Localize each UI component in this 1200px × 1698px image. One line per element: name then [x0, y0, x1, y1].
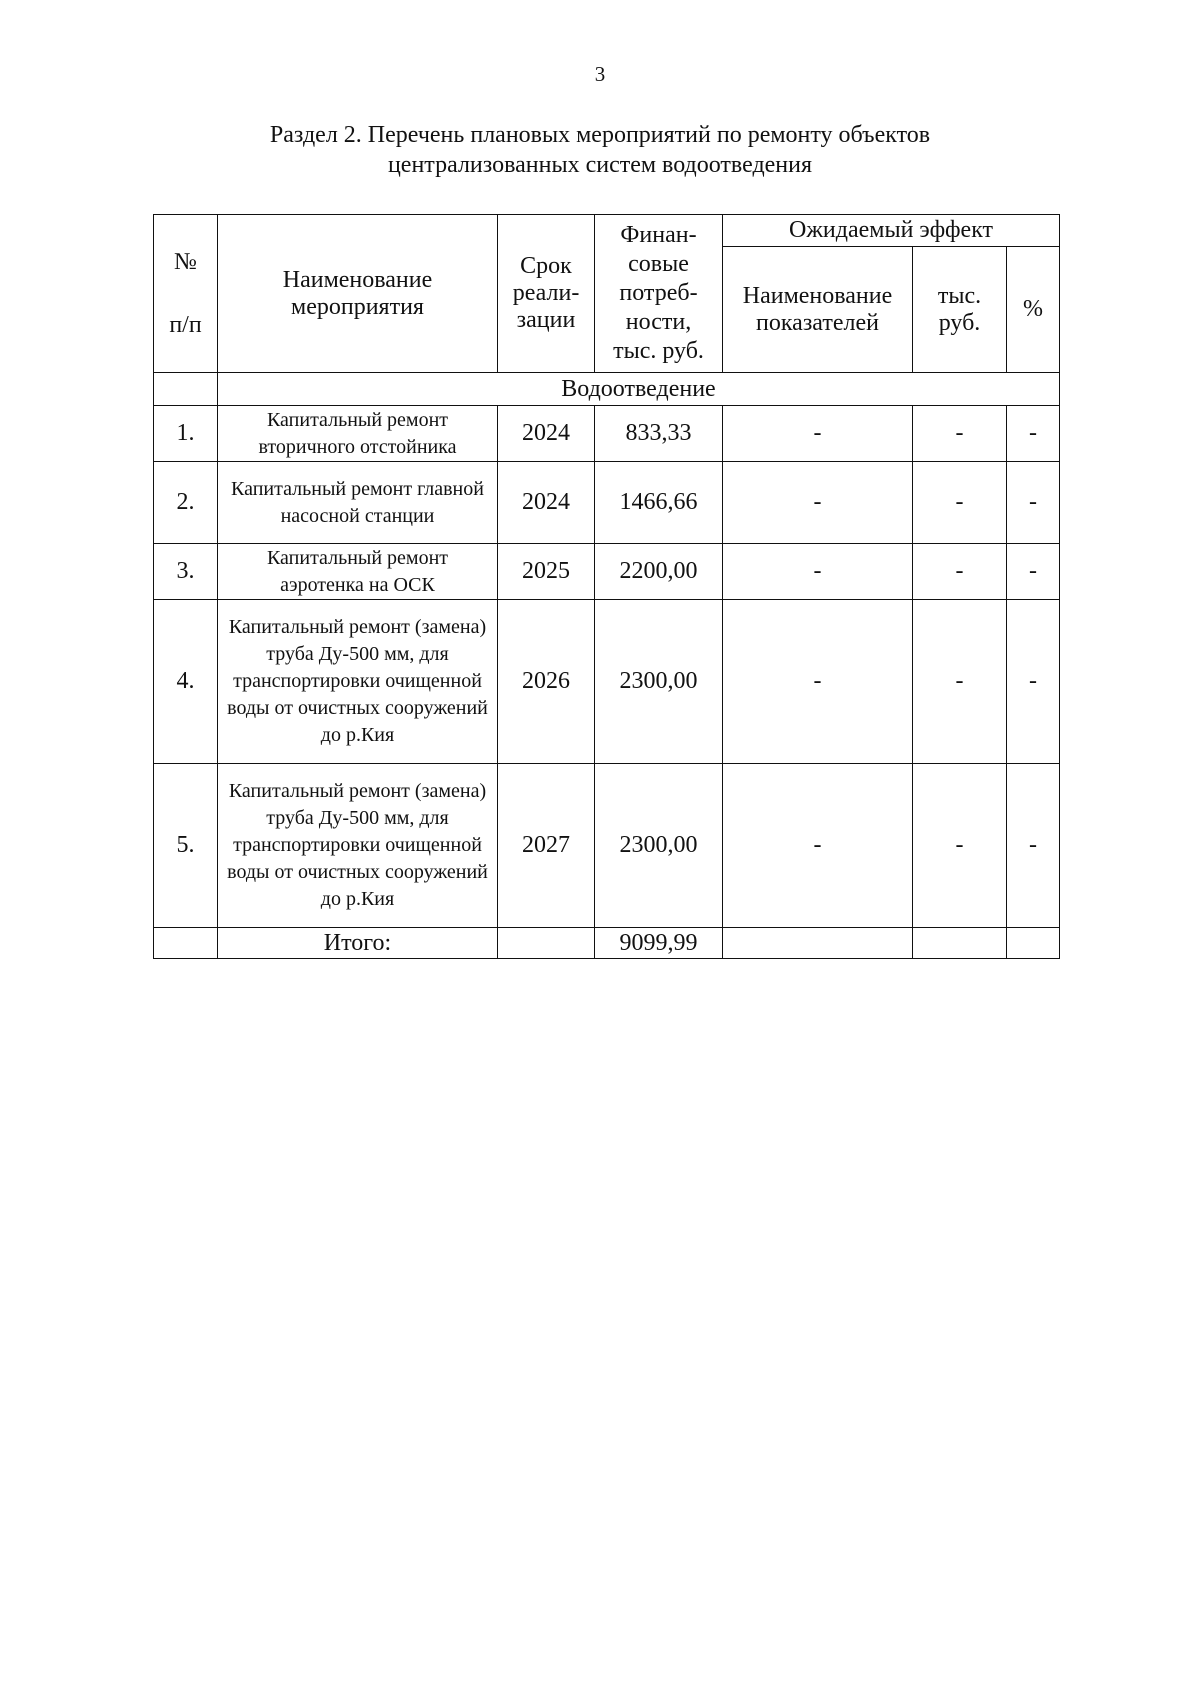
row-num: 4. [154, 600, 218, 764]
row-name: Капитальный ремонт аэротенка на ОСК [218, 544, 498, 600]
header-num-symbol: № [174, 248, 197, 275]
row-finance: 833,33 [595, 406, 723, 462]
total-row [154, 928, 1060, 959]
title-line-2: централизованных систем водоотведения [387, 152, 813, 178]
measures-table [153, 214, 1060, 959]
row-thousand-rub: - [913, 764, 1007, 928]
title-line-1: Раздел 2. Перечень плановых мероприятий по ремонту объектов [269, 122, 931, 148]
total-percent-cell [1007, 928, 1060, 959]
row-num: 3. [154, 544, 218, 600]
row-finance: 1466,66 [595, 462, 723, 544]
row-name: Капитальный ремонт главной насосной станции [218, 462, 498, 544]
row-percent: - [1007, 764, 1060, 928]
header-term: Срок реали- зации [498, 215, 595, 373]
row-term: 2026 [498, 600, 595, 764]
document-title [150, 120, 1050, 180]
header-effect: Ожидаемый эффект [723, 215, 1060, 247]
row-term: 2024 [498, 406, 595, 462]
row-percent: - [1007, 406, 1060, 462]
row-term: 2024 [498, 462, 595, 544]
total-thousand-rub-cell [913, 928, 1007, 959]
row-term: 2025 [498, 544, 595, 600]
table-row [154, 600, 1060, 764]
section-num-cell [154, 373, 218, 406]
total-num-cell [154, 928, 218, 959]
header-finance: Финан- совые потреб- ности, тыс. руб. [595, 215, 723, 373]
total-term-cell [498, 928, 595, 959]
table-row [154, 764, 1060, 928]
table-row [154, 462, 1060, 544]
row-name: Капитальный ремонт (замена) труба Ду-500 мм, для транспортировки очищенной воды от очистных сооружений до р.Кия [218, 764, 498, 928]
row-thousand-rub: - [913, 600, 1007, 764]
header-name: Наименование мероприятия [218, 215, 498, 373]
total-finance: 9099,99 [595, 928, 723, 959]
row-thousand-rub: - [913, 462, 1007, 544]
row-indicator: - [723, 600, 913, 764]
row-num: 2. [154, 462, 218, 544]
row-thousand-rub: - [913, 544, 1007, 600]
header-num [154, 215, 218, 373]
row-finance: 2300,00 [595, 600, 723, 764]
section-label: Водоотведение [218, 373, 1060, 406]
header-row-1 [154, 215, 1060, 247]
row-indicator: - [723, 544, 913, 600]
row-thousand-rub: - [913, 406, 1007, 462]
row-num: 5. [154, 764, 218, 928]
header-num-label: п/п [169, 311, 202, 338]
header-percent: % [1007, 247, 1060, 373]
row-indicator: - [723, 406, 913, 462]
page-number: 3 [594, 62, 606, 86]
row-num: 1. [154, 406, 218, 462]
row-term: 2027 [498, 764, 595, 928]
row-percent: - [1007, 462, 1060, 544]
table-row [154, 544, 1060, 600]
row-indicator: - [723, 764, 913, 928]
row-name: Капитальный ремонт (замена) труба Ду-500 мм, для транспортировки очищенной воды от очистных сооружений до р.Кия [218, 600, 498, 764]
row-finance: 2300,00 [595, 764, 723, 928]
header-indicator: Наименование показателей [723, 247, 913, 373]
row-percent: - [1007, 544, 1060, 600]
row-indicator: - [723, 462, 913, 544]
total-indicator-cell [723, 928, 913, 959]
row-finance: 2200,00 [595, 544, 723, 600]
table-row [154, 406, 1060, 462]
total-label: Итого: [218, 928, 498, 959]
section-row [154, 373, 1060, 406]
row-percent: - [1007, 600, 1060, 764]
row-name: Капитальный ремонт вторичного отстойника [218, 406, 498, 462]
header-thousand-rub: тыс. руб. [913, 247, 1007, 373]
